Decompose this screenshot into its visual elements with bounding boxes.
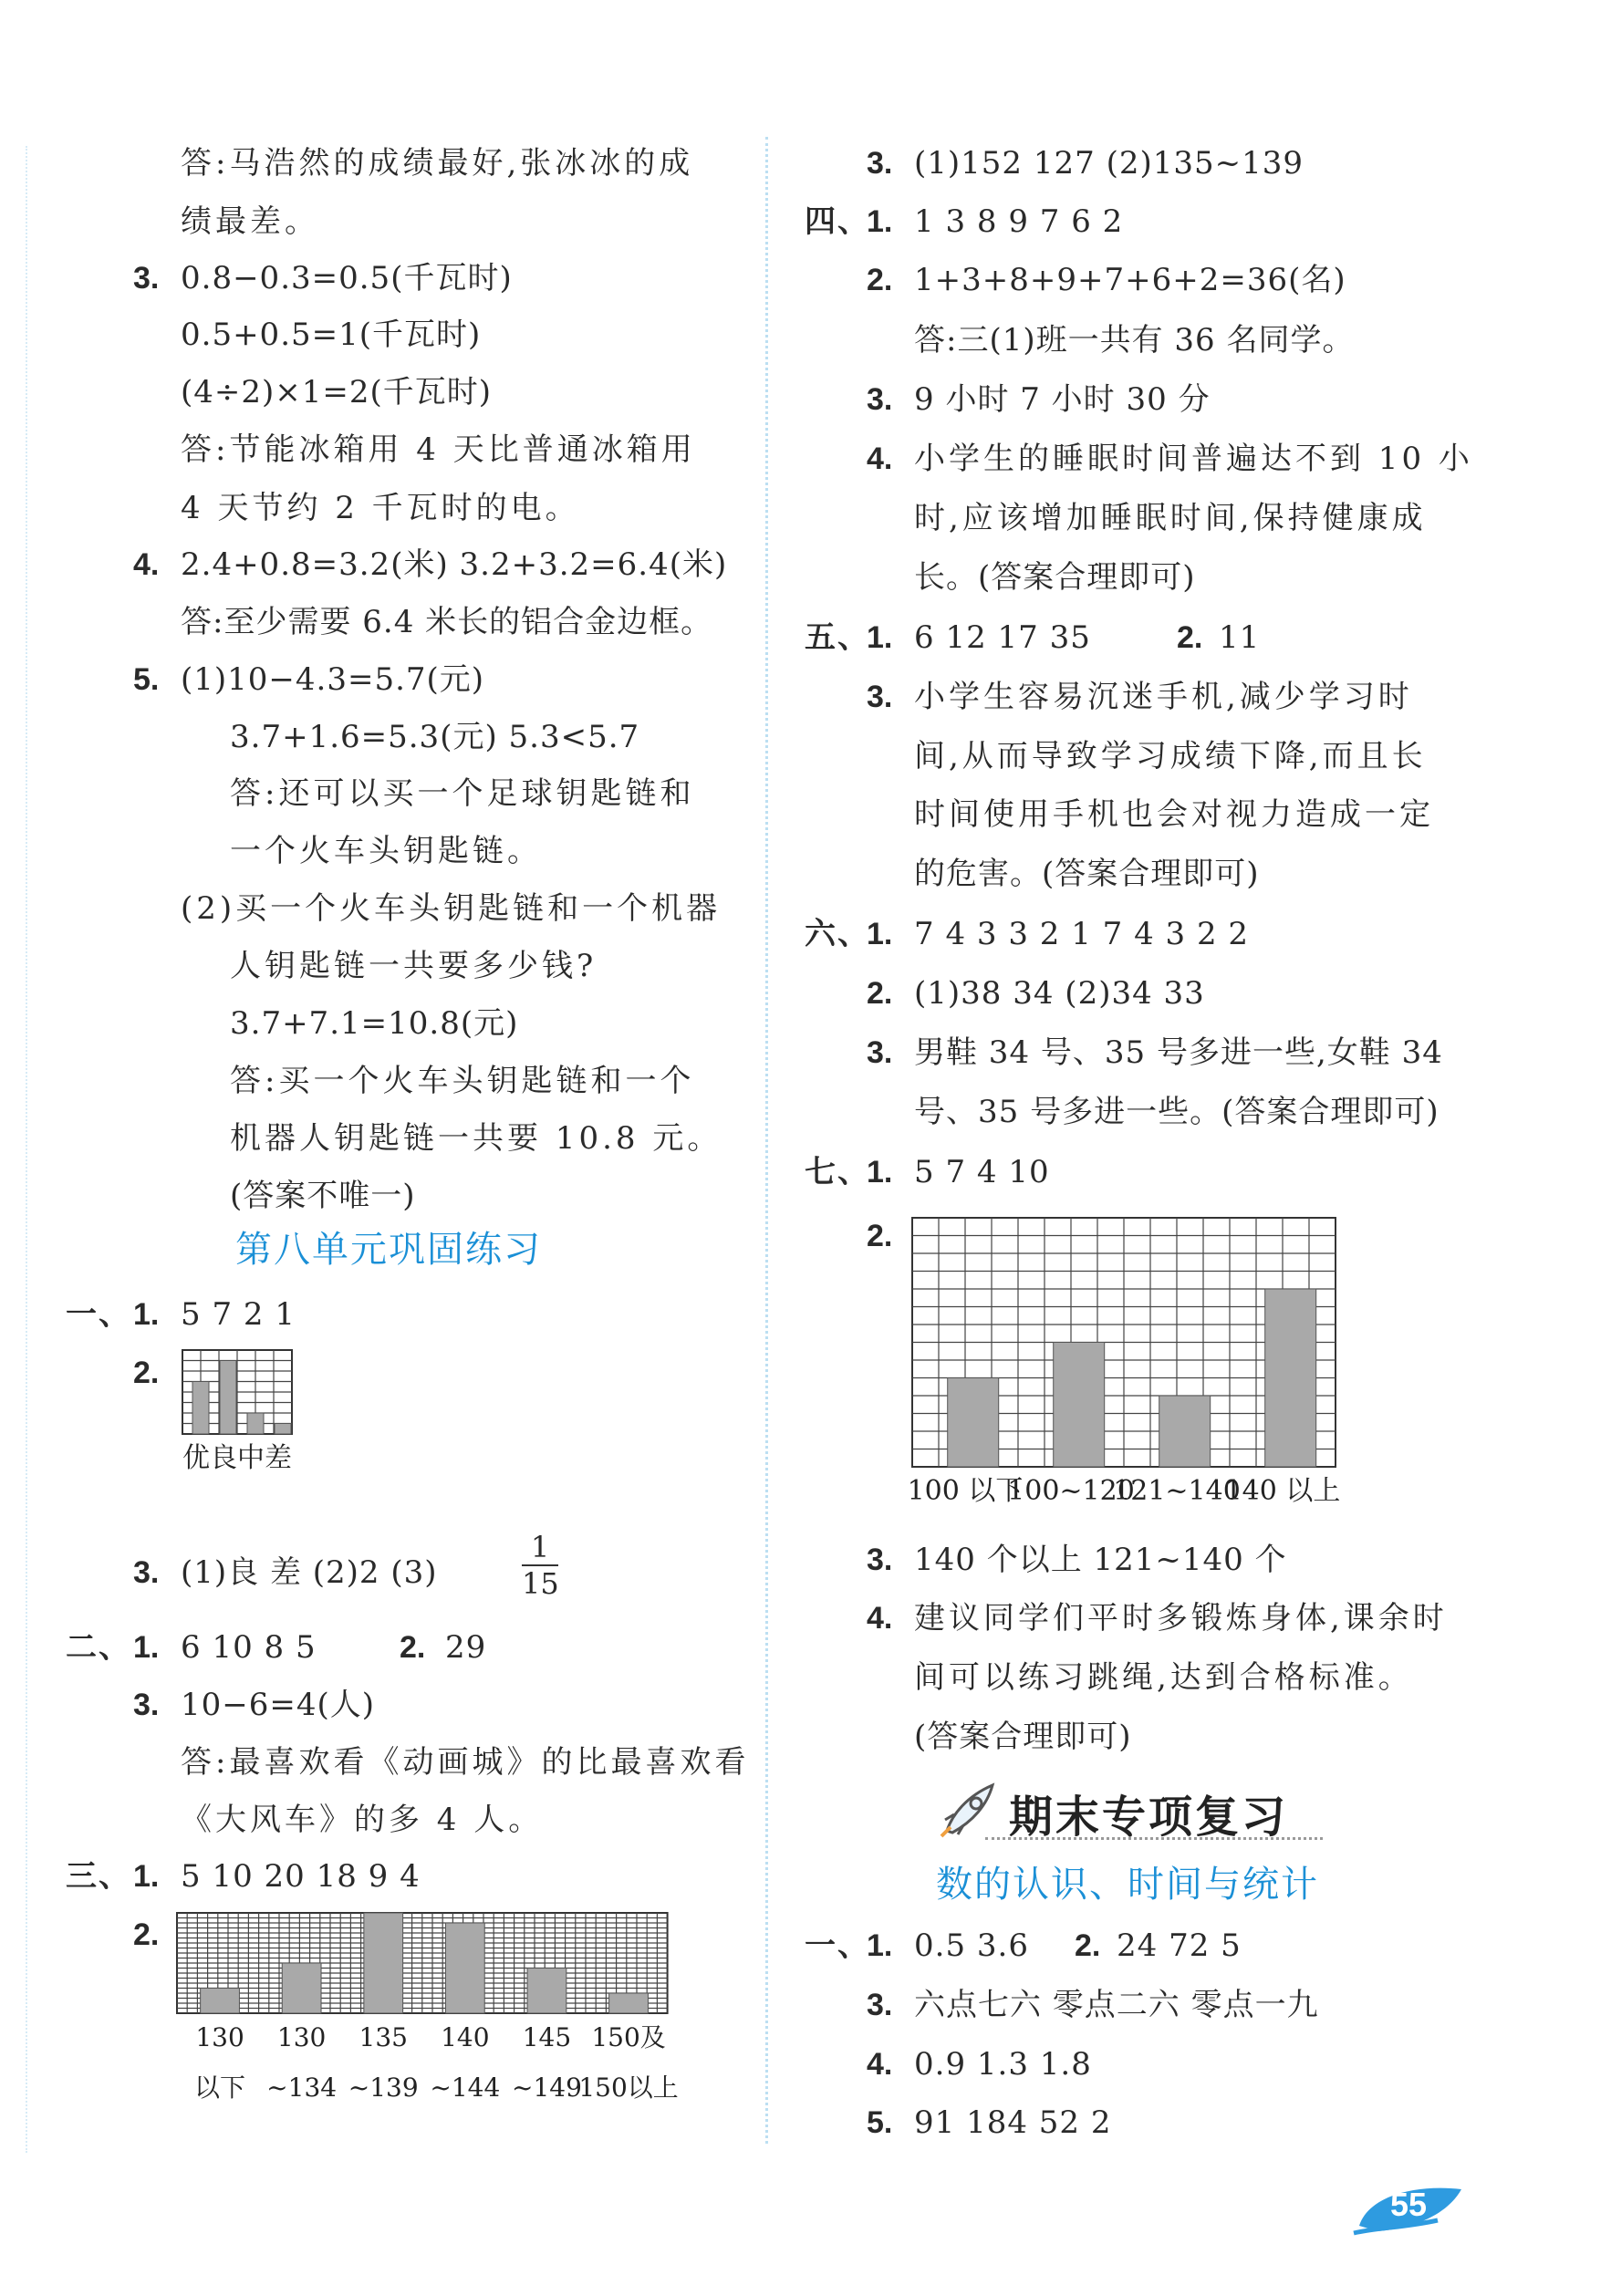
fraction-denominator: 15: [522, 1566, 559, 1601]
answer-values: 5 7 2 1: [181, 1296, 296, 1333]
tick-label: 130: [195, 2022, 244, 2052]
answer-text: 男鞋 34 号、35 号多进一些,女鞋 34: [914, 1034, 1443, 1071]
answer-text: 小学生的睡眠时间普遍达不到 10 小: [914, 441, 1473, 477]
answer-text: 4 天节约 2 千瓦时的电。: [181, 490, 580, 526]
question-number: 1.: [133, 1630, 160, 1665]
bar: [201, 1989, 240, 2014]
answer-text: 答:节能冰箱用 4 天比普通冰箱用: [181, 431, 696, 468]
tick-label: 差: [265, 1442, 292, 1474]
equation: 3.7+1.6=5.3(元) 5.3<5.7: [230, 719, 640, 755]
unit-title: 第八单元巩固练习: [235, 1229, 542, 1271]
section-label: 一、: [805, 1927, 870, 1964]
tick-label: ~139: [348, 2073, 419, 2103]
question-number: 3.: [867, 1543, 893, 1577]
section-label: 六、: [805, 916, 870, 952]
bar: [1054, 1343, 1105, 1468]
tick-label: 130: [276, 2022, 327, 2052]
question-number: 5.: [133, 662, 160, 697]
question-number: 2.: [867, 976, 893, 1011]
answer-values: 0.9 1.3 1.8: [914, 2046, 1092, 2083]
answer-text: 答:最喜欢看《动画城》的比最喜欢看: [181, 1744, 750, 1781]
equation: 0.5+0.5=1(千瓦时): [181, 317, 482, 353]
bar: [948, 1378, 999, 1468]
question-number: 5.: [867, 2105, 893, 2140]
section-label: 一、: [66, 1296, 131, 1333]
bar: [364, 1913, 403, 2013]
question-text: (2)买一个火车头钥匙链和一个机器: [181, 890, 722, 927]
answer-text: 长。(答案合理即可): [914, 559, 1196, 596]
question-number: 3.: [867, 680, 893, 714]
answer-values: 140 个以上 121~140 个: [914, 1542, 1287, 1578]
question-number: 3.: [867, 382, 893, 417]
left-margin-rule: [26, 146, 27, 2153]
section-label: 三、: [66, 1858, 131, 1895]
tick-label: 140: [441, 2022, 490, 2052]
question-number: 1.: [867, 1155, 893, 1190]
answer-text: 一个火车头钥匙链。: [230, 833, 542, 869]
tick-label: ~134: [266, 2073, 338, 2103]
question-number: 4.: [867, 1601, 893, 1636]
equation: (1)10−4.3=5.7(元): [181, 661, 485, 698]
bar: [192, 1382, 209, 1435]
equation: 3.7+7.1=10.8(元): [230, 1005, 519, 1042]
question-number: 2.: [1075, 1928, 1101, 1963]
answer-values: 六点七六 零点二六 零点一九: [914, 1987, 1319, 2023]
answer-text: 建议同学们平时多锻炼身体,课余时: [914, 1600, 1448, 1636]
page-number: 55: [1390, 2186, 1428, 2223]
review-subtitle: 数的认识、时间与统计: [936, 1864, 1319, 1906]
answer-text: 机器人钥匙链一共要 10.8 元。: [230, 1120, 722, 1157]
bar: [609, 1993, 649, 2013]
question-number: 1.: [133, 1859, 160, 1894]
tick-label: 优: [182, 1442, 210, 1474]
answer-text: 号、35 号多进一些。(答案合理即可): [914, 1094, 1440, 1130]
bar: [1159, 1396, 1211, 1467]
answer-values: 6 10 8 5: [181, 1629, 317, 1666]
column-divider: [765, 137, 768, 2144]
question-number: 2.: [133, 1356, 160, 1390]
question-number: 1.: [867, 620, 893, 655]
answer-values: 6 12 17 35: [914, 619, 1091, 656]
question-number: 3.: [133, 1688, 160, 1722]
tick-label: 100 以下: [907, 1475, 1024, 1507]
question-number: 2.: [400, 1630, 426, 1665]
bar: [247, 1413, 264, 1434]
question-number: 2.: [867, 1219, 893, 1253]
equation: 2.4+0.8=3.2(米) 3.2+3.2=6.4(米): [181, 546, 728, 583]
answer-values: 29: [445, 1629, 487, 1666]
answer-values: 91 184 52 2: [914, 2104, 1112, 2141]
answer-text: 间可以练习跳绳,达到合格标准。: [914, 1659, 1413, 1696]
answer-values: 24 72 5: [1117, 1927, 1242, 1964]
section-label: 七、: [805, 1154, 870, 1190]
answer-values: 9 小时 7 小时 30 分: [914, 381, 1211, 418]
question-number: 2.: [867, 263, 893, 297]
answer-values: 5 10 20 18 9 4: [181, 1858, 421, 1895]
answer-text: 答:至少需要 6.4 米长的铝合金边框。: [181, 604, 713, 640]
question-number: 4.: [867, 442, 893, 476]
answer-values: (1)152 127 (2)135~139: [914, 145, 1304, 182]
section-label: 五、: [805, 619, 870, 656]
answer-text: 绩最差。: [181, 203, 319, 240]
question-number: 2.: [1177, 620, 1203, 655]
jump-rope-bar-chart: [903, 1209, 1450, 1528]
section-label: 二、: [66, 1629, 131, 1666]
tick-label: ~144: [430, 2073, 501, 2103]
answer-text: 答:买一个火车头钥匙链和一个: [230, 1063, 695, 1099]
answer-text: (答案合理即可): [914, 1719, 1132, 1755]
title-underline: [985, 1837, 1323, 1840]
question-number: 3.: [867, 1988, 893, 2022]
fraction-numerator: 1: [522, 1532, 558, 1566]
equation: 10−6=4(人): [181, 1687, 376, 1723]
answer-text: 间,从而导致学习成绩下降,而且长: [914, 738, 1427, 774]
tick-label: 150及: [591, 2022, 666, 2052]
answer-text: 答:马浩然的成绩最好,张冰冰的成: [181, 145, 694, 182]
question-number: 1.: [867, 917, 893, 951]
tick-label: 100~120: [1007, 1475, 1135, 1507]
equation: (4÷2)×1=2(千瓦时): [181, 374, 493, 410]
bar: [282, 1963, 321, 2013]
note-text: (答案不唯一): [230, 1178, 416, 1214]
tick-label: 140 以上: [1224, 1475, 1341, 1507]
tick-label: 以下: [194, 2073, 246, 2103]
tick-label: ~149: [511, 2073, 582, 2103]
review-title-banner: [940, 1774, 1323, 1843]
question-number: 4.: [867, 2047, 893, 2082]
answer-text: 小学生容易沉迷手机,减少学习时: [914, 679, 1413, 715]
answer-text: 时间使用手机也会对视力造成一定: [914, 796, 1434, 833]
bar: [220, 1361, 236, 1435]
equation: 0.8−0.3=0.5(千瓦时): [181, 260, 513, 296]
answer-text: 时,应该增加睡眠时间,保持健康成: [914, 500, 1427, 536]
grade-bar-chart: [181, 1348, 372, 1503]
page-number-badge: [1350, 2178, 1469, 2237]
answer-text: 答:三(1)班一共有 36 名同学。: [914, 322, 1355, 358]
answer-text: 的危害。(答案合理即可): [914, 856, 1260, 892]
height-bar-chart: [173, 1911, 721, 2148]
bar: [527, 1969, 566, 2014]
question-number: 3.: [133, 261, 160, 296]
tick-label: 135: [359, 2022, 408, 2052]
answer-values: (1)良 差 (2)2 (3): [181, 1554, 438, 1591]
tick-label: 150以上: [578, 2073, 679, 2103]
answer-values: 1 3 8 9 7 6 2: [914, 203, 1124, 240]
bar: [445, 1923, 484, 2013]
question-number: 2.: [133, 1917, 160, 1952]
fraction: [522, 1530, 559, 1601]
answer-text: 答:还可以买一个足球钥匙链和: [230, 775, 695, 812]
answer-text: 《大风车》的多 4 人。: [181, 1802, 544, 1838]
bar: [1265, 1289, 1316, 1467]
question-number: 1.: [867, 204, 893, 239]
equation: 1+3+8+9+7+6+2=36(名): [914, 262, 1346, 298]
rocket-icon: [940, 1778, 1003, 1838]
answer-values: (1)38 34 (2)34 33: [914, 975, 1205, 1012]
answer-values: 11: [1219, 619, 1261, 656]
question-number: 1.: [867, 1928, 893, 1963]
bar: [275, 1424, 291, 1435]
answer-values: 7 4 3 3 2 1 7 4 3 2 2: [914, 916, 1250, 952]
tick-label: 121~140: [1113, 1475, 1241, 1507]
question-number: 3.: [867, 146, 893, 181]
question-number: 4.: [133, 547, 160, 582]
answer-values: 5 7 4 10: [914, 1154, 1050, 1190]
tick-label: 145: [522, 2022, 572, 2052]
question-number: 1.: [133, 1297, 160, 1332]
tick-label: 中: [237, 1442, 265, 1474]
question-text: 人钥匙链一共要多少钱?: [230, 948, 598, 984]
review-title: 期末专项复习: [1009, 1792, 1289, 1843]
answer-values: 0.5 3.6: [914, 1927, 1029, 1964]
section-label: 四、: [805, 203, 870, 240]
tick-label: 良: [210, 1442, 237, 1474]
question-number: 3.: [133, 1555, 160, 1590]
question-number: 3.: [867, 1035, 893, 1070]
